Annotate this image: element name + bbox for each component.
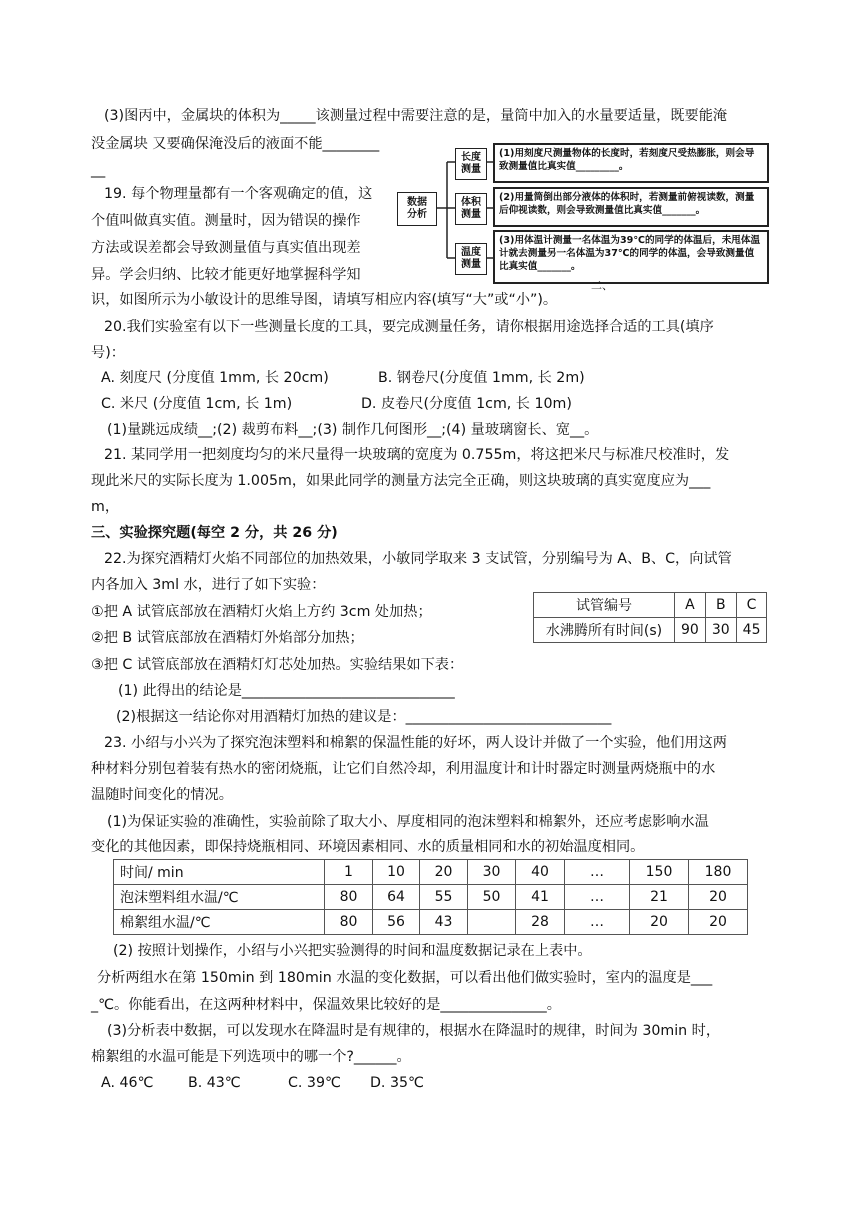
q19-line3: 方法或误差都会导致测量值与真实值出现差 bbox=[91, 240, 361, 256]
table-cell: 80 bbox=[325, 910, 373, 935]
q23-line1: 23. 小绍与小兴为了探究泡沫塑料和棉絮的保温性能的好坏，两人设计并做了一个实验，他们用这两 bbox=[104, 735, 727, 751]
table-cell: 50 bbox=[468, 885, 516, 910]
table-cell: 80 bbox=[325, 885, 373, 910]
mind-map-stray-mark: 二、 bbox=[591, 279, 613, 292]
q20-option-b: B. 钢卷尺(分度值 1mm, 长 2m) bbox=[378, 370, 585, 386]
q18-3-line2: 没金属块 又要确保淹没后的液面不能________ bbox=[91, 136, 380, 152]
table-cell: 180 bbox=[689, 860, 748, 885]
section3-heading: 三、实验探究题(每空 2 分，共 26 分) bbox=[91, 525, 338, 541]
table-row bbox=[534, 593, 767, 618]
q22-part2: (2)根据这一结论你对用酒精灯加热的建议是：_____________________________ bbox=[116, 709, 612, 725]
q23-part2-line2: _℃。你能看出，在这两种材料中，保温效果比较好的是_______________。 bbox=[91, 997, 561, 1013]
table-cell: 30 bbox=[468, 860, 516, 885]
q19-line4: 异。学会归纳、比较才能更好地掌握科学知 bbox=[91, 267, 361, 283]
table-cell: 30 bbox=[705, 618, 736, 643]
table-cell: 21 bbox=[630, 885, 689, 910]
table-cell: 时间/ min bbox=[114, 860, 325, 885]
table-cell: 90 bbox=[675, 618, 706, 643]
table-cell: B bbox=[705, 593, 736, 618]
table-cell: A bbox=[675, 593, 706, 618]
q22-step3: ③把 C 试管底部放在酒精灯灯芯处加热。实验结果如下表： bbox=[91, 657, 464, 673]
table-cell: 20 bbox=[420, 860, 468, 885]
q20-line1: 20.我们实验室有以下一些测量长度的工具，要完成测量任务，请你根据用途选择合适的工具(填序 bbox=[104, 319, 714, 335]
table-cell: 棉絮组水温/℃ bbox=[114, 910, 325, 935]
q22-step1: ①把 A 试管底部放在酒精灯火焰上方约 3cm 处加热； bbox=[91, 604, 432, 620]
q19-line5: 识，如图所示为小敏设计的思维导图，请填写相应内容(填写“大”或“小”)。 bbox=[91, 292, 558, 308]
table-cell: 41 bbox=[516, 885, 565, 910]
q22-table bbox=[533, 592, 767, 643]
node-volume-label: 体积 测量 bbox=[455, 193, 487, 225]
table-cell: … bbox=[565, 885, 630, 910]
q21-line3: m， bbox=[91, 499, 120, 515]
q20-option-d: D. 皮卷尺(分度值 1cm, 长 10m) bbox=[361, 396, 572, 412]
q20-line2: 号)： bbox=[91, 345, 125, 361]
q19-line1: 19. 每个物理量都有一个客观确定的值，这 bbox=[104, 186, 373, 202]
node-temperature-text: (3)用体温计测量一名体温为39℃的同学的体温后，未甩体温计就去测量另一名体温为37℃的同学的体温，会导致测量值比真实值_______。 bbox=[493, 230, 769, 284]
table-cell: 10 bbox=[373, 860, 420, 885]
node-length-label: 长度 测量 bbox=[455, 148, 487, 180]
node-length-text: (1)用刻度尺测量物体的长度时，若刻度尺受热膨胀，则会导致测量值比真实值_________。 bbox=[493, 143, 769, 183]
table-cell: 试管编号 bbox=[534, 593, 675, 618]
q18-3-line3: __ bbox=[91, 162, 106, 178]
table-cell: 45 bbox=[736, 618, 767, 643]
q23-option-d: D. 35℃ bbox=[370, 1075, 424, 1091]
table-cell: 64 bbox=[373, 885, 420, 910]
table-cell: … bbox=[565, 910, 630, 935]
table-row bbox=[114, 910, 748, 935]
q20-tasks: (1)量跳远成绩__;(2) 裁剪布料__;(3) 制作几何图形__;(4) 量玻璃窗长、宽__。 bbox=[107, 422, 599, 438]
q23-part1-line1: (1)为保证实验的准确性，实验前除了取大小、厚度相同的泡沫塑料和棉絮外，还应考虑影响水温 bbox=[107, 814, 709, 830]
table-cell: 20 bbox=[630, 910, 689, 935]
q19-line2: 个值叫做真实值。测量时，因为错误的操作 bbox=[91, 213, 361, 229]
node-temperature-label: 温度 测量 bbox=[455, 243, 487, 275]
q22-step2: ②把 B 试管底部放在酒精灯外焰部分加热； bbox=[91, 630, 364, 646]
q20-option-a: A. 刻度尺 (分度值 1mm, 长 20cm) bbox=[101, 370, 329, 386]
table-cell: 水沸腾所有时间(s) bbox=[534, 618, 675, 643]
q21-line2: 现此米尺的实际长度为 1.005m，如果此同学的测量方法完全正确，则这块玻璃的真实宽度应为___ bbox=[91, 473, 711, 489]
table-row bbox=[114, 885, 748, 910]
q23-option-a: A. 46℃ bbox=[101, 1075, 154, 1091]
q23-line3: 温随时间变化的情况。 bbox=[91, 787, 233, 803]
table-cell bbox=[468, 910, 516, 935]
q23-part1-line2: 变化的其他因素，即保持烧瓶相同、环境因素相同、水的质量相同和水的初始温度相同。 bbox=[91, 839, 645, 855]
q23-table bbox=[113, 859, 748, 935]
table-cell: 150 bbox=[630, 860, 689, 885]
q23-option-b: B. 43℃ bbox=[188, 1075, 241, 1091]
table-cell: … bbox=[565, 860, 630, 885]
table-cell: 43 bbox=[420, 910, 468, 935]
table-cell: 1 bbox=[325, 860, 373, 885]
table-cell: 泡沫塑料组水温/℃ bbox=[114, 885, 325, 910]
table-cell: 55 bbox=[420, 885, 468, 910]
q23-part3-line2: 棉絮组的水温可能是下列选项中的哪一个?______。 bbox=[91, 1049, 411, 1065]
q23-part2: (2) 按照计划操作，小绍与小兴把实验测得的时间和温度数据记录在上表中。 bbox=[113, 943, 592, 959]
q20-option-c: C. 米尺 (分度值 1cm, 长 1m) bbox=[101, 396, 293, 412]
q18-3-line1: (3)图丙中，金属块的体积为_____该测量过程中需要注意的是，量筒中加入的水量要适量，既要能淹 bbox=[104, 108, 728, 124]
node-volume-text: (2)用量筒倒出部分液体的体积时，若测量前俯视读数，测量后仰视读数，则会导致测量值比真实值_______。 bbox=[493, 187, 769, 227]
q23-part2-line1: 分析两组水在第 150min 到 180min 水温的变化数据，可以看出他们做实验时，室内的温度是___ bbox=[97, 970, 713, 986]
table-row bbox=[114, 860, 748, 885]
table-cell: 28 bbox=[516, 910, 565, 935]
q23-line2: 种材料分别包着装有热水的密闭烧瓶，让它们自然冷却，利用温度计和计时器定时测量两烧瓶中的水 bbox=[91, 761, 716, 777]
table-row bbox=[534, 618, 767, 643]
mind-map-root: 数据 分析 bbox=[397, 192, 437, 226]
table-cell: 20 bbox=[689, 910, 748, 935]
table-cell: 20 bbox=[689, 885, 748, 910]
q22-line2: 内各加入 3ml 水，进行了如下实验： bbox=[91, 577, 326, 593]
q23-option-c: C. 39℃ bbox=[288, 1075, 341, 1091]
q23-part3-line1: (3)分析表中数据，可以发现水在降温时是有规律的，根据水在降温时的规律，时间为 30min 时， bbox=[107, 1023, 721, 1039]
q21-line1: 21. 某同学用一把刻度均匀的米尺量得一块玻璃的宽度为 0.755m，将这把米尺与标准尺校准时，发 bbox=[104, 447, 730, 463]
q22-part1: (1) 此得出的结论是______________________________ bbox=[118, 683, 455, 699]
q22-line1: 22.为探究酒精灯火焰不同部位的加热效果，小敏同学取来 3 支试管，分别编号为 A、B、C，向试管 bbox=[104, 551, 732, 567]
table-cell: 40 bbox=[516, 860, 565, 885]
table-cell: C bbox=[736, 593, 767, 618]
table-cell: 56 bbox=[373, 910, 420, 935]
